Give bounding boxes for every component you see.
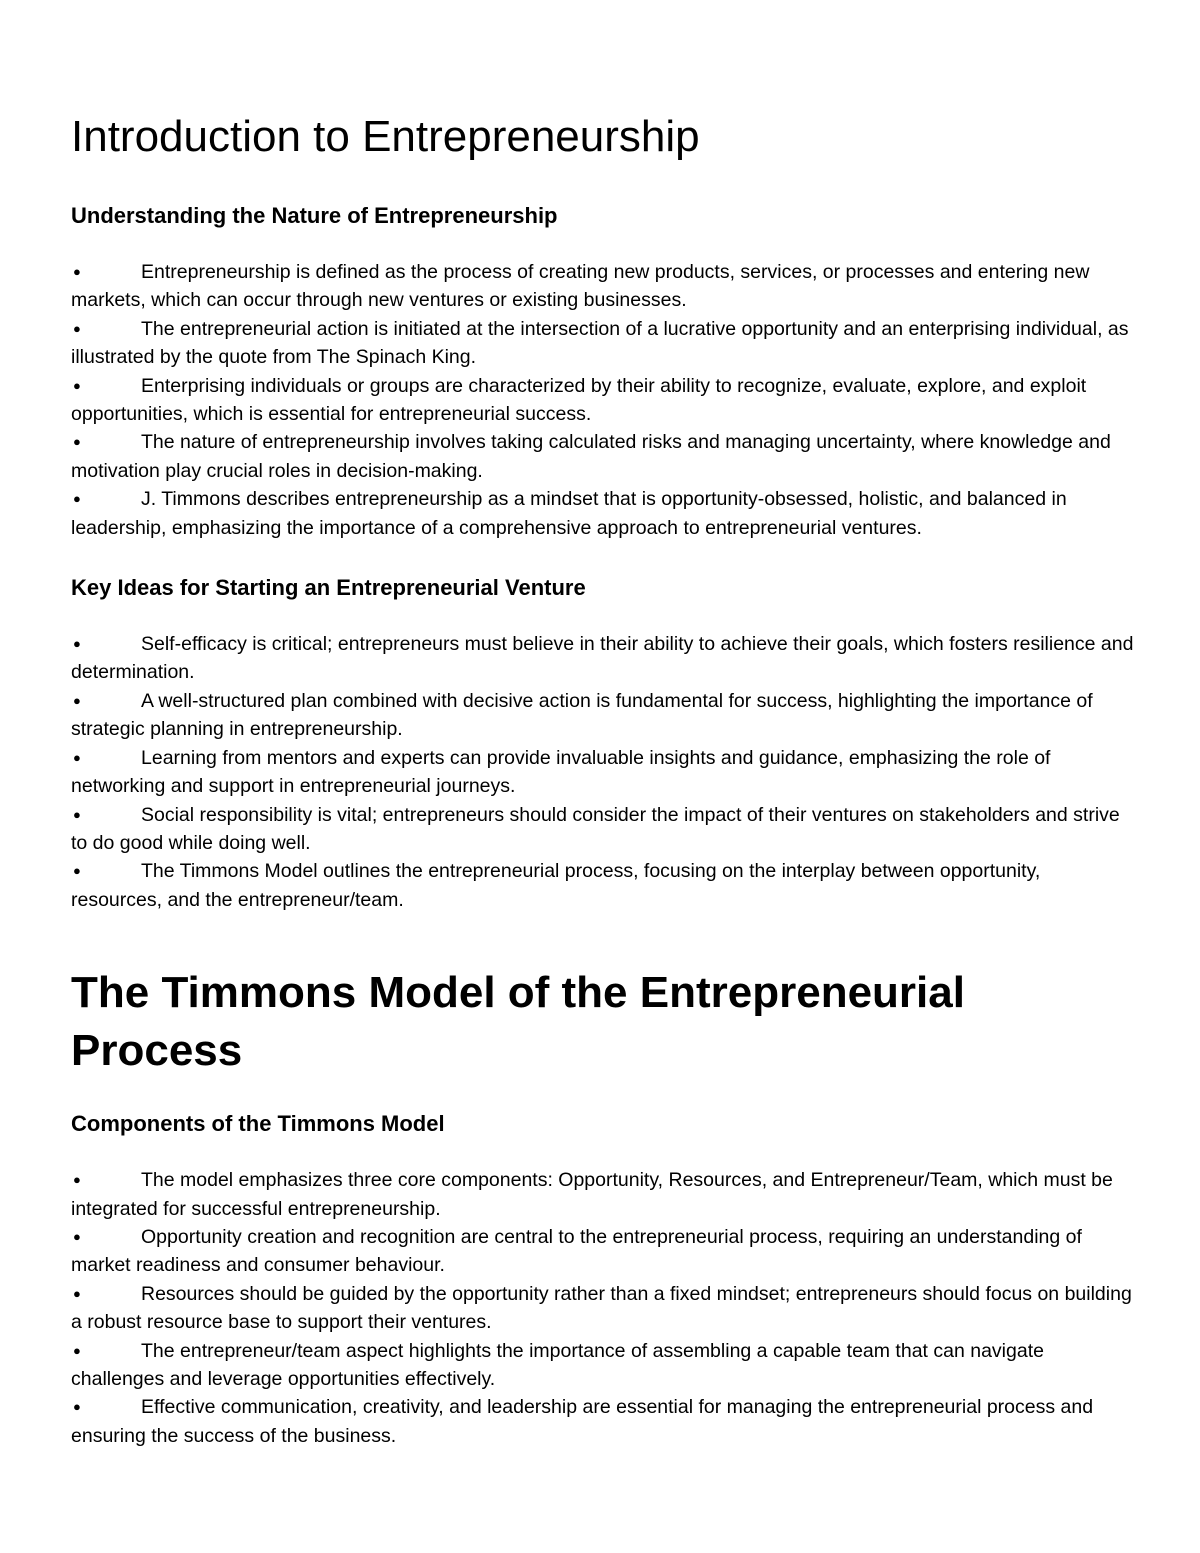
bullet-icon: ● [73,434,81,450]
section-title-introduction: Introduction to Entrepreneurship [71,112,700,161]
list-item-text: Self-efficacy is critical; entrepreneurs must believe in their ability to achieve their goals, which fosters resilience and determination. [71,633,1134,684]
list-item-text: The nature of entrepreneurship involves taking calculated risks and managing uncertainty, where knowledge and motivation play crucial roles in decision-making. [71,431,1111,482]
list-item [71,801,1135,858]
list-item-text: Enterprising individuals or groups are characterized by their ability to recognize, evaluate, explore, and exploit opportunities, which is essential for entrepreneurial success. [71,374,1087,426]
list-item [71,744,1135,801]
list-item [71,857,1135,914]
subsection-heading-key-ideas: Key Ideas for Starting an Entrepreneurial Venture [71,575,586,601]
list-item [71,1280,1135,1337]
bullet-icon: ● [73,491,81,507]
bullet-icon: ● [73,320,81,336]
bullet-icon: ● [73,1228,81,1244]
list-item-text: Entrepreneurship is defined as the process of creating new products, services, or processes and entering new markets, which can occur through new ventures or existing businesses. [71,261,1090,312]
bullet-list-key-ideas [71,630,1135,914]
list-item-text: J. Timmons describes entrepreneurship as a mindset that is opportunity-obsessed, holistic, and balanced in leadership, emphasizing the importance of a comprehensive approach to entrepreneurial ventures. [71,488,1067,539]
list-item [71,630,1135,687]
list-item [71,1223,1135,1280]
bullet-icon: ● [73,749,81,765]
list-item [71,258,1135,315]
list-item [71,372,1135,429]
list-item-text: The model emphasizes three core components: Opportunity, Resources, and Entrepreneur/Team, which must be integrated for successful entrepreneurship. [71,1169,1113,1220]
list-item-text: Resources should be guided by the opportunity rather than a fixed mindset; entrepreneurs should focus on building a robust resource base to support their ventures. [71,1282,1132,1334]
document-page [71,100,1135,1450]
subsection-heading-nature: Understanding the Nature of Entrepreneurship [71,203,558,228]
list-item-text: Opportunity creation and recognition are central to the entrepreneurial process, requiring an understanding of market readiness and consumer behaviour. [71,1225,1082,1277]
list-item-text: Learning from mentors and experts can provide invaluable insights and guidance, emphasizing the role of networking and support in entrepreneurial journeys. [71,746,1051,798]
list-item [71,687,1135,744]
bullet-icon: ● [73,1172,81,1188]
list-item-text: Effective communication, creativity, and leadership are essential for managing the entrepreneurial process and ensuring the success of the business. [71,1396,1094,1447]
section-title-timmons-model: The Timmons Model of the Entrepreneurial Process [71,968,965,1076]
bullet-icon: ● [73,692,81,708]
bullet-icon: ● [73,1285,81,1301]
bullet-icon: ● [73,264,81,279]
bullet-icon: ● [73,863,81,879]
subsection-heading-components: Components of the Timmons Model [71,1111,445,1137]
bullet-icon: ● [73,1399,81,1415]
list-item-text: A well-structured plan combined with decisive action is fundamental for success, highlighting the importance of strategic planning in entrepreneurship. [71,689,1093,741]
list-item-text: The Timmons Model outlines the entrepreneurial process, focusing on the interplay between opportunity, resources, and the entrepreneur/team. [71,860,1041,911]
list-item [71,485,1135,542]
bullet-icon: ● [73,377,81,393]
list-item-text: The entrepreneurial action is initiated at the intersection of a lucrative opportunity and an enterprising individual, as illustrated by the quote from The Spinach King. [71,317,1129,369]
bullet-icon: ● [73,806,81,822]
list-item [71,1337,1135,1394]
list-item [71,315,1135,372]
list-item-text: Social responsibility is vital; entrepreneurs should consider the impact of their ventures on stakeholders and strive to do good while doing well. [71,803,1120,854]
list-item [71,1393,1135,1450]
list-item-text: The entrepreneur/team aspect highlights the importance of assembling a capable team that can navigate challenges and leverage opportunities effectively. [71,1339,1044,1390]
bullet-icon: ● [73,1342,81,1358]
bullet-list-components [71,1166,1135,1450]
list-item [71,428,1135,485]
list-item [71,1166,1135,1223]
bullet-icon: ● [73,636,81,652]
bullet-list-nature [71,258,1135,542]
